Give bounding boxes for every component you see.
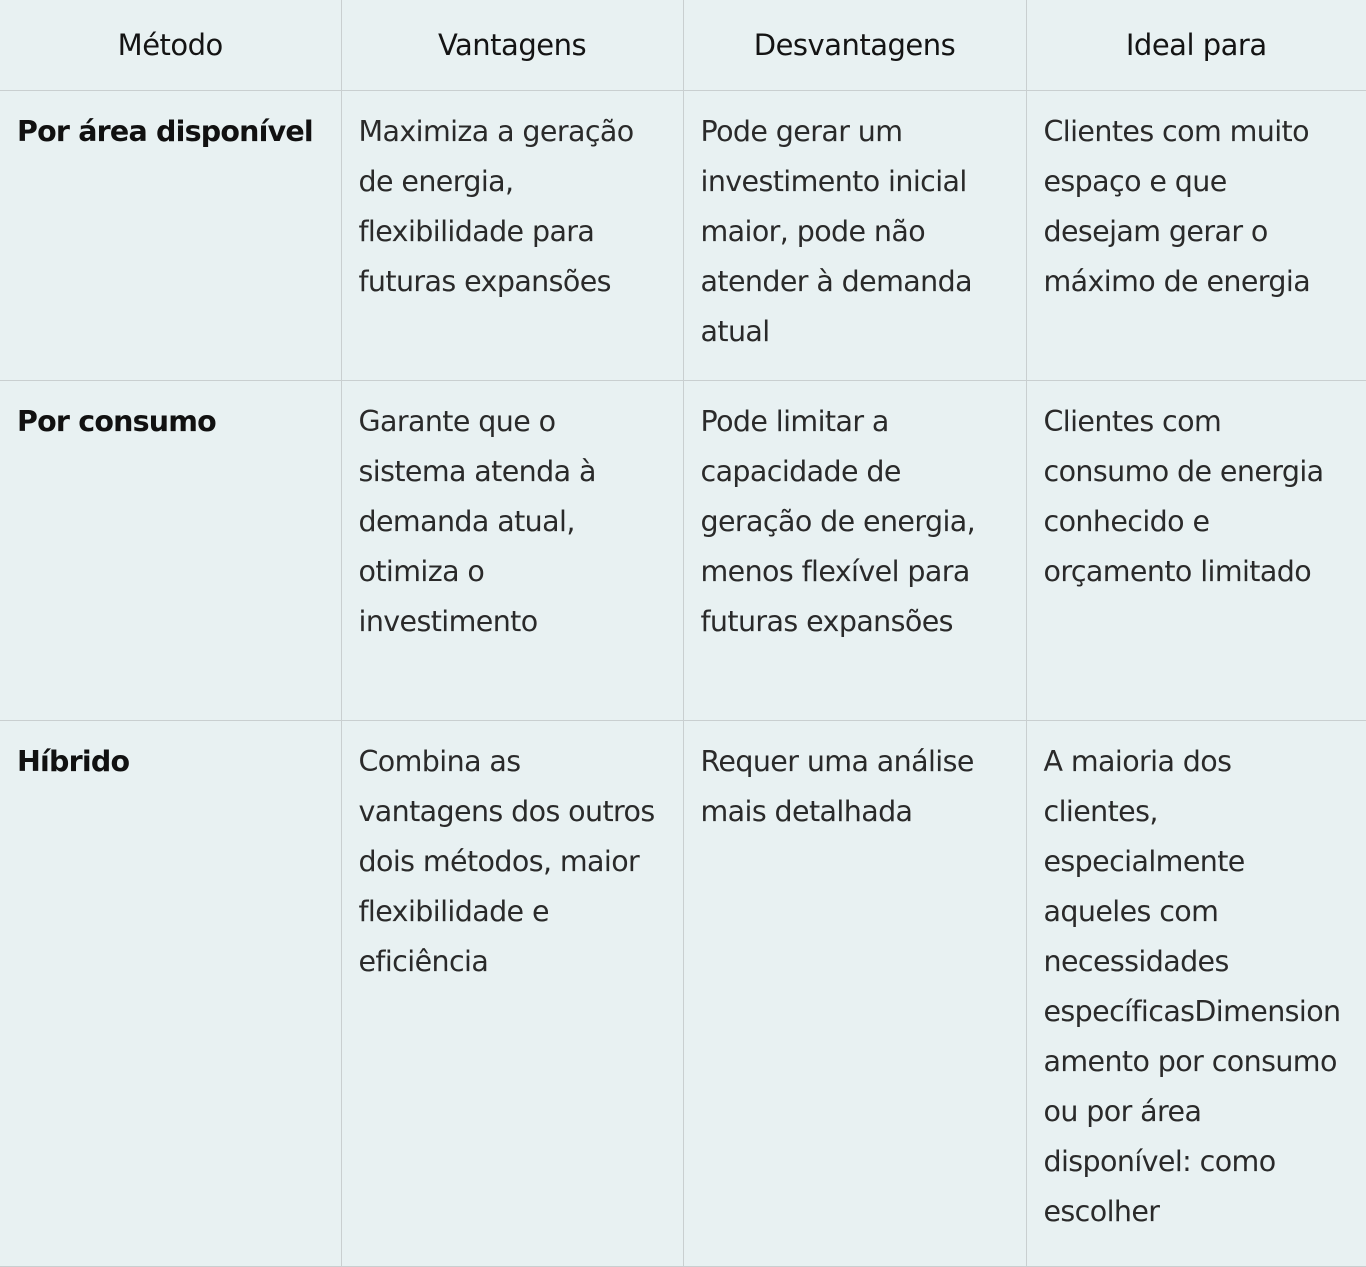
header-row xyxy=(0,0,1366,90)
header-ideal-for: Ideal para xyxy=(1026,0,1366,90)
cell-ideal-for xyxy=(1026,720,1366,1266)
table-row xyxy=(0,720,1366,1266)
cell-method xyxy=(0,90,341,380)
method-text: Híbrido xyxy=(17,744,130,778)
cell-disadvantages xyxy=(683,90,1026,380)
table-row xyxy=(0,380,1366,720)
cell-ideal-for xyxy=(1026,90,1366,380)
ideal-for-text: Clientes com consumo de energia conhecido e orçamento limitado xyxy=(1043,404,1324,588)
advantages-text: Garante que o sistema atenda à demanda atual, otimiza o investimento xyxy=(358,404,596,638)
method-text: Por área disponível xyxy=(17,114,313,148)
header-method: Método xyxy=(0,0,341,90)
table-row xyxy=(0,90,1366,380)
disadvantages-text: Pode limitar a capacidade de geração de energia, menos flexível para futuras expansões xyxy=(700,404,976,638)
table-header xyxy=(0,0,1366,90)
cell-method xyxy=(0,720,341,1266)
cell-method xyxy=(0,380,341,720)
ideal-for-text: Clientes com muito espaço e que desejam gerar o máximo de energia xyxy=(1043,114,1311,298)
cell-ideal-for xyxy=(1026,380,1366,720)
disadvantages-text: Requer uma análise mais detalhada xyxy=(700,744,974,828)
advantages-text: Maximiza a geração de energia, flexibilidade para futuras expansões xyxy=(358,114,634,298)
cell-disadvantages xyxy=(683,380,1026,720)
table-body xyxy=(0,90,1366,1266)
cell-advantages xyxy=(341,380,683,720)
header-advantages: Vantagens xyxy=(341,0,683,90)
method-text: Por consumo xyxy=(17,404,216,438)
cell-disadvantages xyxy=(683,720,1026,1266)
cell-advantages xyxy=(341,720,683,1266)
disadvantages-text: Pode gerar um investimento inicial maior, pode não atender à demanda atual xyxy=(700,114,972,348)
ideal-for-text: A maioria dos clientes, especialmente aqueles com necessidades específicasDimensionamento por consumo ou por área disponível: como escolher xyxy=(1043,744,1341,1228)
cell-advantages xyxy=(341,90,683,380)
advantages-text: Combina as vantagens dos outros dois métodos, maior flexibilidade e eficiência xyxy=(358,744,655,978)
header-disadvantages: Desvantagens xyxy=(683,0,1026,90)
